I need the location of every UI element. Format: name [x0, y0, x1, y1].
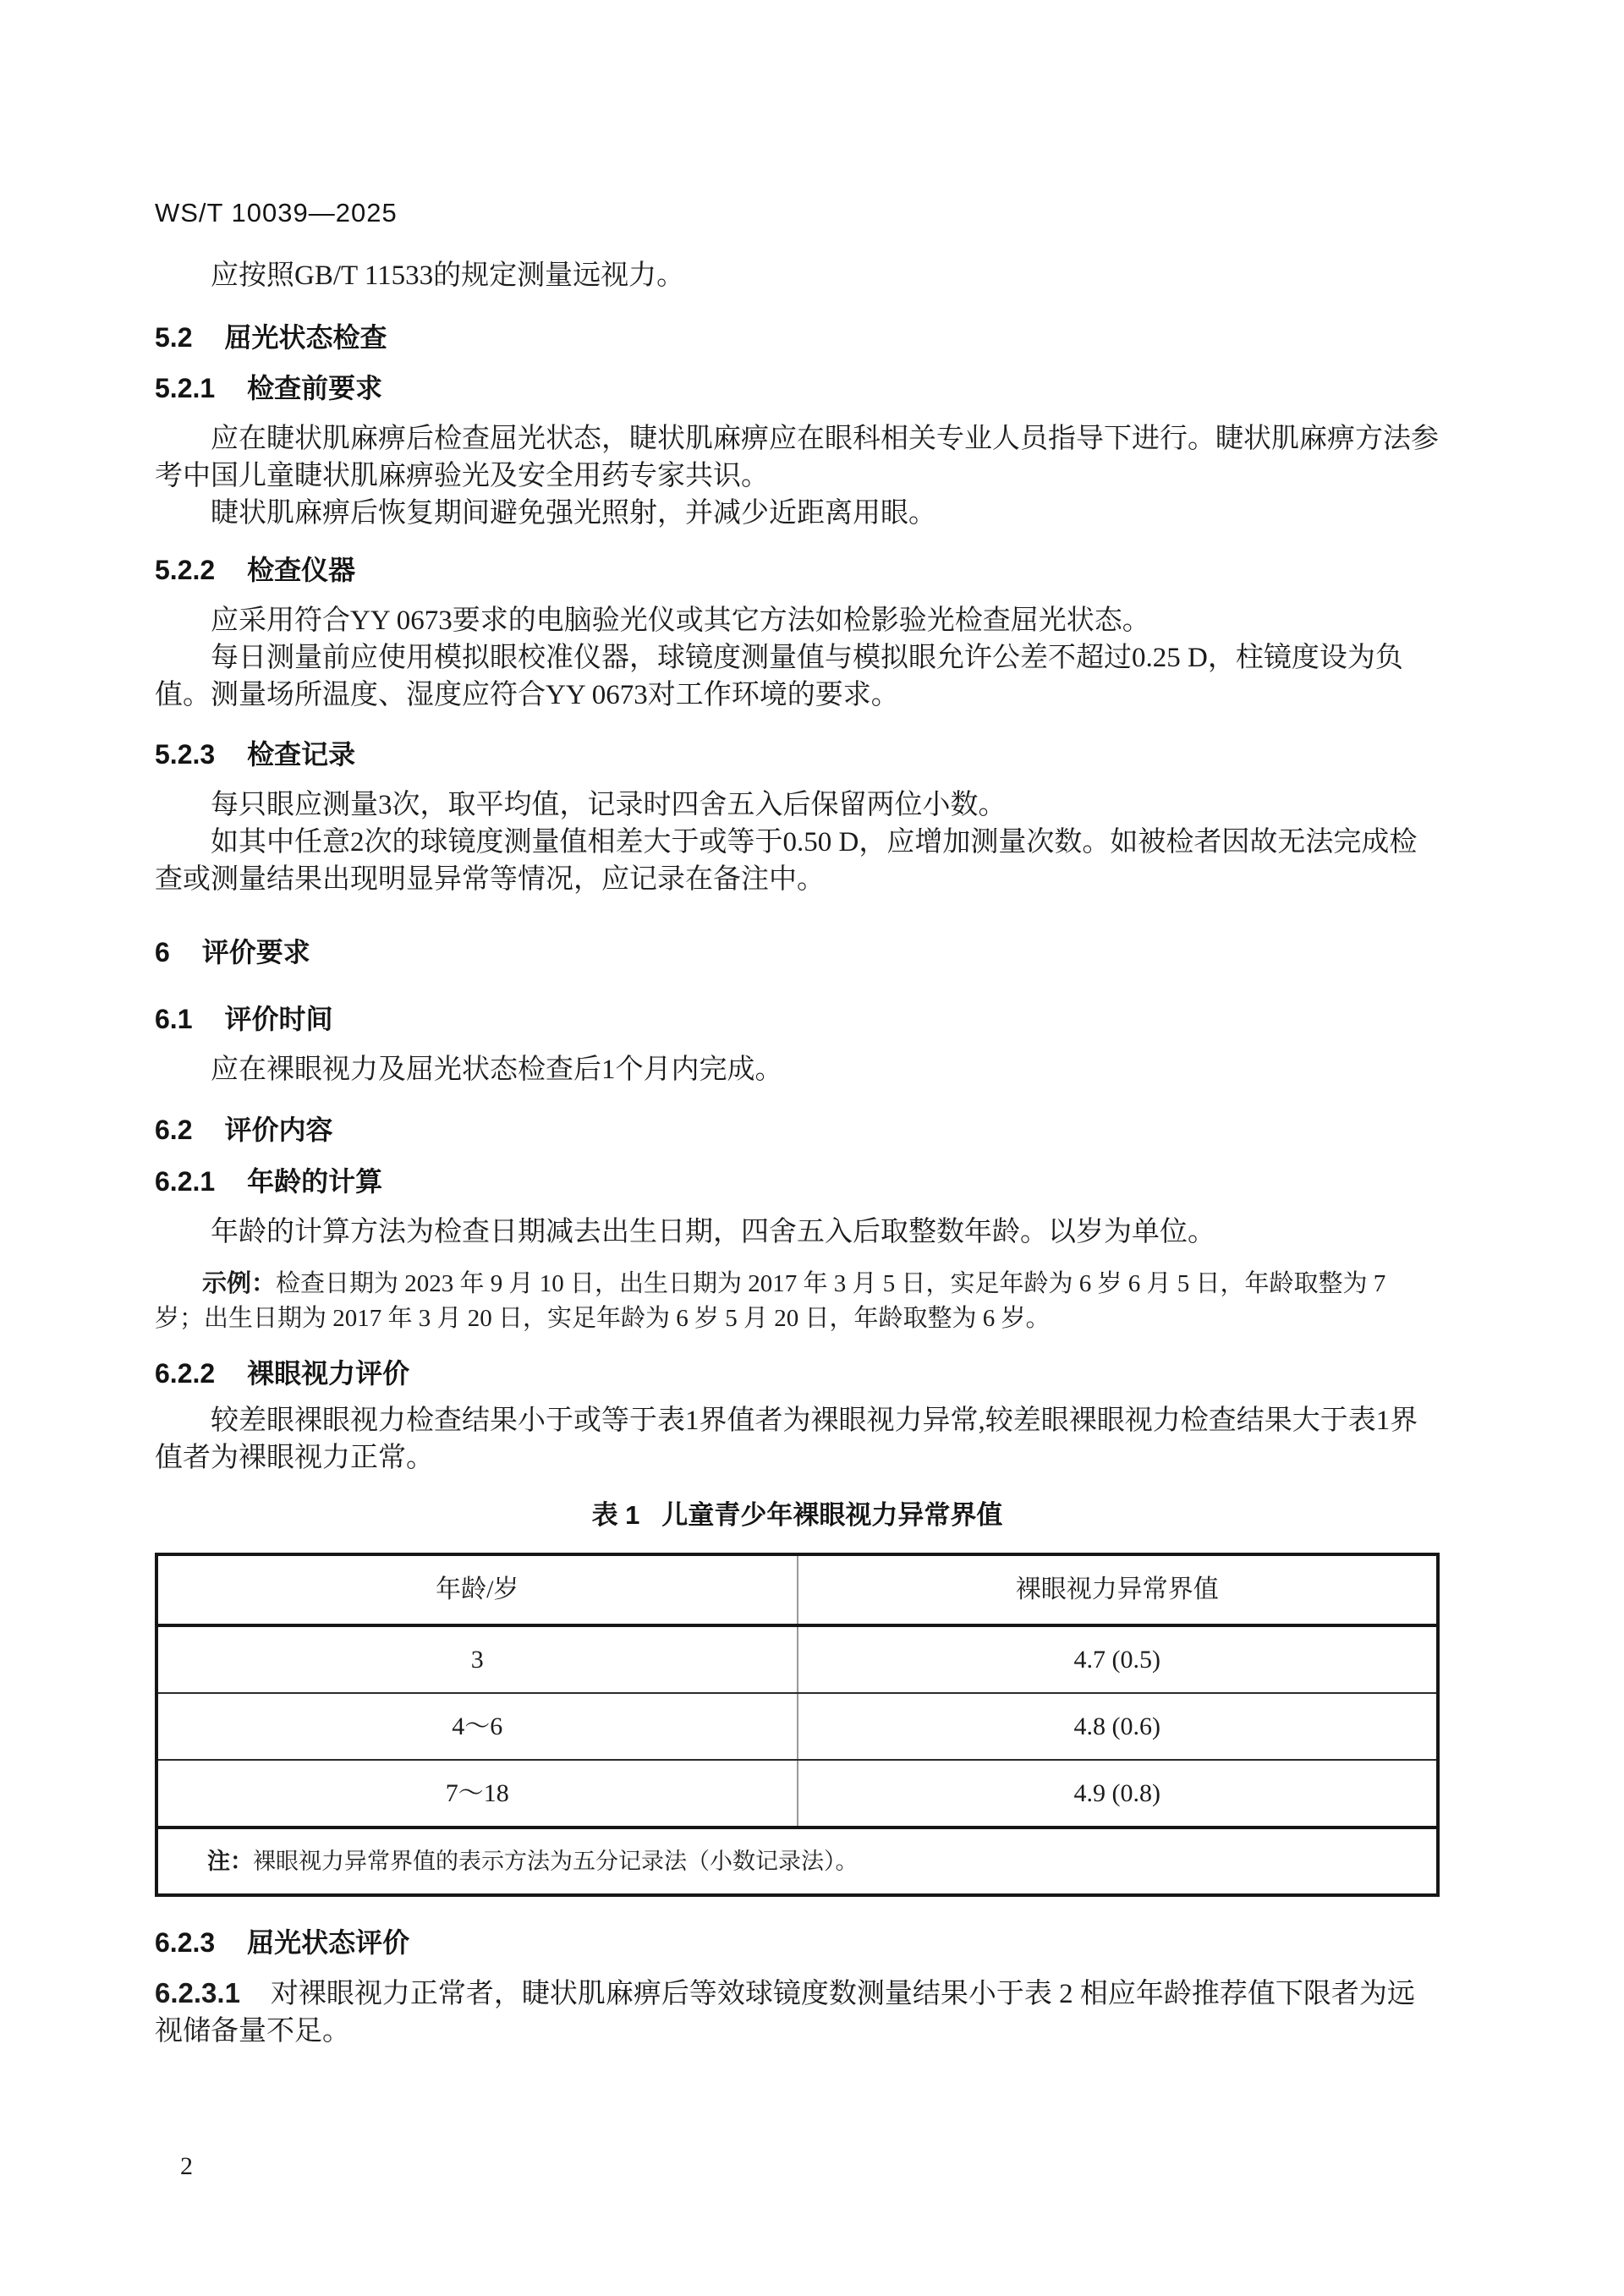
paragraph-5-2-3-b: 如其中任意2次的球镜度测量值相差大于或等于0.50 D，应增加测量次数。如被检者因故无法完成检查或测量结果出现明显异常等情况，应记录在备注中。 — [155, 827, 1418, 895]
cell-age: 7～18 — [156, 1760, 798, 1827]
cell-cutoff: 4.8 (0.6) — [798, 1693, 1439, 1760]
heading-6-1 — [155, 1000, 1440, 1038]
heading-number: 5.2.1 — [155, 373, 216, 403]
paragraph-6-1: 应在裸眼视力及屈光状态检查后1个月内完成。 — [211, 1055, 783, 1085]
heading-title: 屈光状态评价 — [247, 1927, 410, 1958]
table-row — [156, 1693, 1438, 1760]
heading-title: 年龄的计算 — [247, 1166, 383, 1197]
example-paragraph — [155, 1267, 1440, 1336]
table-row — [156, 1760, 1438, 1827]
heading-title: 检查仪器 — [247, 555, 356, 585]
paragraph-5-2-3-a: 每只眼应测量3次，取平均值，记录时四舍五入后保留两位小数。 — [211, 790, 1007, 820]
heading-number: 5.2.3 — [155, 739, 216, 770]
heading-title: 裸眼视力评价 — [247, 1358, 410, 1389]
paragraph-5-2-2-a: 应采用符合YY 0673要求的电脑验光仪或其它方法如检影验光检查屈光状态。 — [211, 606, 1150, 636]
table1-note-cell — [156, 1827, 1438, 1895]
running-header: WS/T 10039—2025 — [155, 198, 398, 227]
heading-number: 6 — [155, 937, 170, 967]
heading-title: 评价要求 — [201, 937, 310, 967]
heading-title: 评价时间 — [224, 1004, 333, 1034]
table1-header-cutoff: 裸眼视力异常界值 — [798, 1554, 1439, 1625]
cell-cutoff: 4.9 (0.8) — [798, 1760, 1439, 1827]
paragraph-5-2-2-b: 每日测量前应使用模拟眼校准仪器，球镜度测量值与模拟眼允许公差不超过0.25 D，柱镜度设为负值。测量场所温度、湿度应符合YY 0673对工作环境的要求。 — [155, 643, 1403, 710]
clause-text: 对裸眼视力正常者，睫状肌麻痹后等效球镜度数测量结果小于表 2 相应年龄推荐值下限者为远视储备量不足。 — [155, 1979, 1415, 2047]
paragraph-6-2-1: 年龄的计算方法为检查日期减去出生日期，四舍五入后取整数年龄。以岁为单位。 — [211, 1217, 1215, 1247]
table1 — [155, 1553, 1440, 1897]
paragraph-5-2-1-a: 应在睫状肌麻痹后检查屈光状态，睫状肌麻痹应在眼科相关专业人员指导下进行。睫状肌麻痹方法参考中国儿童睫状肌麻痹验光及安全用药专家共识。 — [155, 424, 1439, 491]
example-text: 检查日期为 2023 年 9 月 10 日，出生日期为 2017 年 3 月 5 日，实足年龄为 6 岁 6 月 5 日，年龄取整为 7 岁；出生日期为 2017 年 3 月 20 日，实足年龄为 6 岁 5 月 20 日，年龄取整为 6 岁。 — [155, 1270, 1386, 1332]
cell-age: 4～6 — [156, 1693, 798, 1760]
clause-number: 6.2.3.1 — [155, 1977, 240, 2008]
heading-number: 6.2.1 — [155, 1166, 216, 1197]
table1-header-row — [156, 1554, 1438, 1625]
heading-5-2-1 — [155, 370, 1440, 407]
heading-6 — [155, 934, 1440, 971]
paragraph-6-2-3-1 — [155, 1975, 1440, 2050]
heading-title: 检查前要求 — [247, 373, 383, 403]
heading-number: 6.2.3 — [155, 1927, 216, 1958]
paragraph-6-2-2: 较差眼裸眼视力检查结果小于或等于表1界值者为裸眼视力异常,较差眼裸眼视力检查结果大于表1界值者为裸眼视力正常。 — [155, 1406, 1418, 1473]
heading-title: 检查记录 — [247, 739, 356, 770]
table1-note-row — [156, 1827, 1438, 1895]
table1-body — [156, 1625, 1438, 1895]
example-label: 示例： — [202, 1270, 277, 1297]
paragraph-intro: 应按照GB/T 11533的规定测量远视力。 — [211, 260, 685, 291]
table1-head — [156, 1554, 1438, 1625]
heading-6-2-2 — [155, 1355, 1440, 1392]
heading-number: 6.2.2 — [155, 1358, 216, 1389]
heading-number: 5.2.2 — [155, 555, 216, 585]
table1-note-text: 裸眼视力异常界值的表示方法为五分记录法（小数记录法）。 — [253, 1849, 859, 1874]
table1-caption-label: 表 1 — [591, 1500, 640, 1530]
paragraph-5-2-1-b: 睫状肌麻痹后恢复期间避免强光照射，并减少近距离用眼。 — [211, 498, 936, 529]
heading-number: 6.2 — [155, 1115, 193, 1145]
cell-cutoff: 4.7 (0.5) — [798, 1625, 1439, 1693]
table-row — [156, 1625, 1438, 1693]
heading-number: 5.2 — [155, 322, 193, 353]
heading-5-2 — [155, 319, 1440, 356]
heading-5-2-2 — [155, 551, 1440, 589]
cell-age: 3 — [156, 1625, 798, 1693]
heading-title: 评价内容 — [224, 1115, 333, 1145]
heading-5-2-3 — [155, 736, 1440, 773]
heading-title: 屈光状态检查 — [224, 322, 387, 353]
table1-caption-title: 儿童青少年裸眼视力异常界值 — [661, 1500, 1003, 1530]
page-number: 2 — [180, 2152, 193, 2180]
heading-6-2 — [155, 1111, 1440, 1148]
heading-number: 6.1 — [155, 1004, 193, 1034]
table1-header-age: 年龄/岁 — [156, 1554, 798, 1625]
heading-6-2-3 — [155, 1924, 1440, 1961]
table1-note-label: 注： — [207, 1849, 253, 1874]
table1-caption — [155, 1497, 1440, 1534]
heading-6-2-1 — [155, 1163, 1440, 1200]
